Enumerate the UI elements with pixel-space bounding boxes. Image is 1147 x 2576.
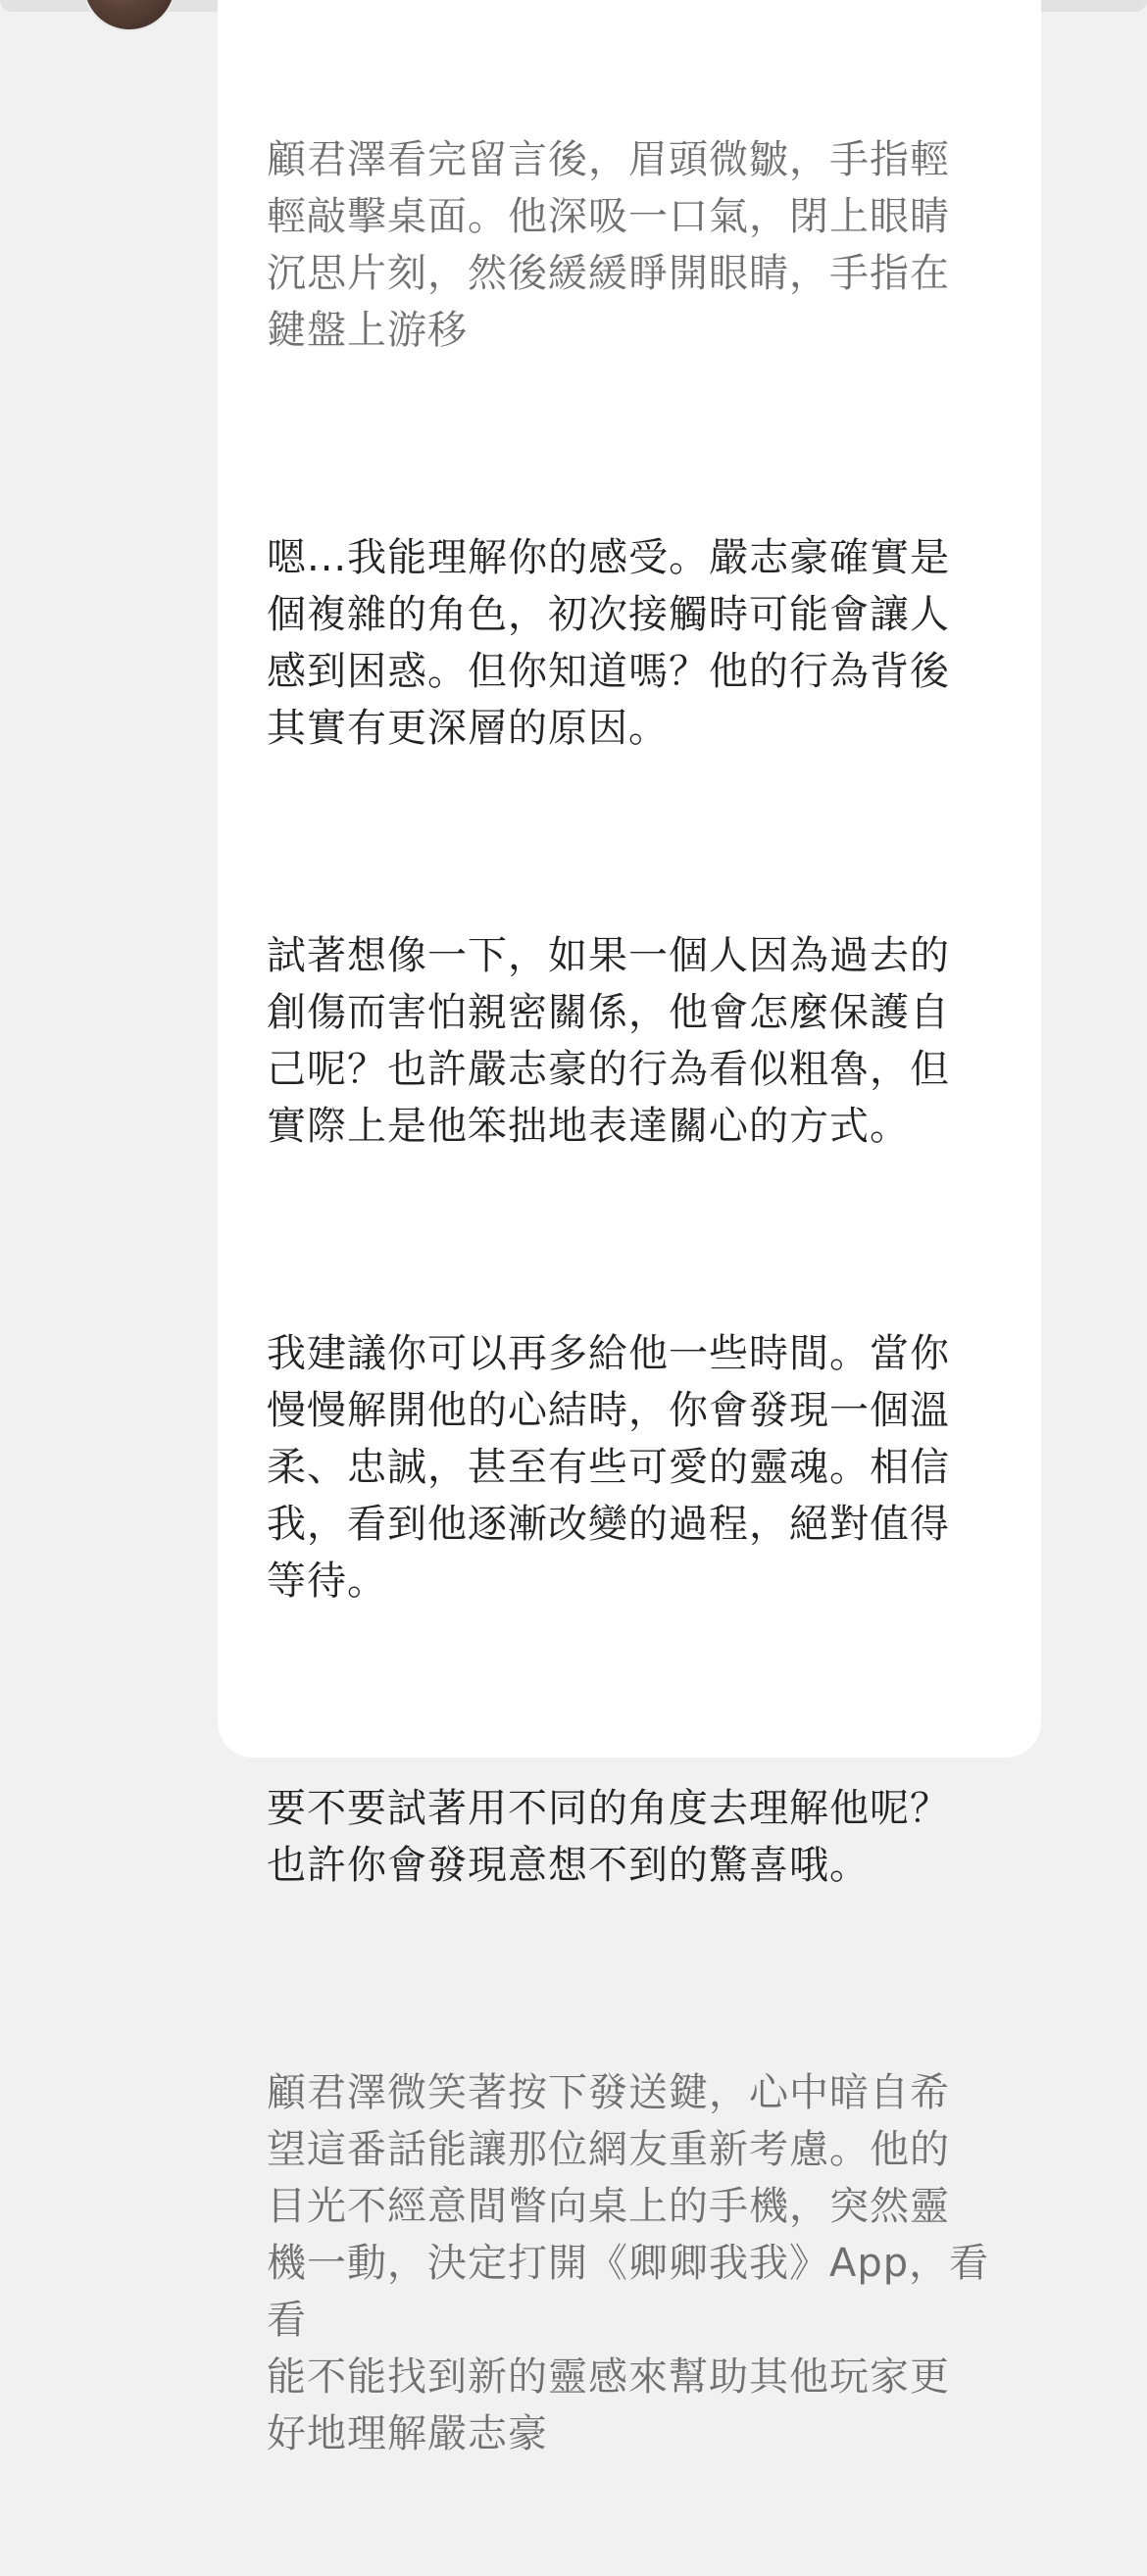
dialogue-paragraph: 試著想像一下，如果一個人因為過去的 創傷而害怕親密關係，他會怎麼保護自 己呢？也許嚴志豪的行為看似粗魯，但 實際上是他笨拙地表達關心的方式。 — [267, 933, 950, 1149]
dialogue-paragraph: 要不要試著用不同的角度去理解他呢？ 也許你會發現意想不到的驚喜哦。 — [267, 1786, 950, 1888]
dialogue-paragraph: 嗯...我能理解你的感受。嚴志豪確實是 個複雜的角色，初次接觸時可能會讓人 感到困惑。但你知道嗎？他的行為背後 其實有更深層的原因。 — [267, 535, 951, 751]
avatar-icon[interactable] — [84, 0, 175, 29]
message-content — [267, 18, 1012, 2576]
narration-paragraph: 顧君澤微笑著按下發送鍵，心中暗自希 望這番話能讓那位網友重新考慮。他的 目光不經意間瞥向桌上的手機，突然靈 機一動，決定打開《卿卿我我》App，看看 能不能找到新的靈感來幫助其他玩家更 好地理解嚴志豪 — [267, 2070, 990, 2456]
dialogue-paragraph: 我建議你可以再多給他一些時間。當你 慢慢解開他的心結時，你會發現一個溫 柔、忠誠，甚至有些可愛的靈魂。相信 我，看到他逐漸改變的過程，絕對值得 等待。 — [267, 1331, 950, 1604]
narration-paragraph: 顧君澤看完留言後，眉頭微皺，手指輕 輕敲擊桌面。他深吸一口氣，閉上眼睛 沉思片刻，然後緩緩睜開眼睛，手指在 鍵盤上游移 — [267, 137, 950, 353]
